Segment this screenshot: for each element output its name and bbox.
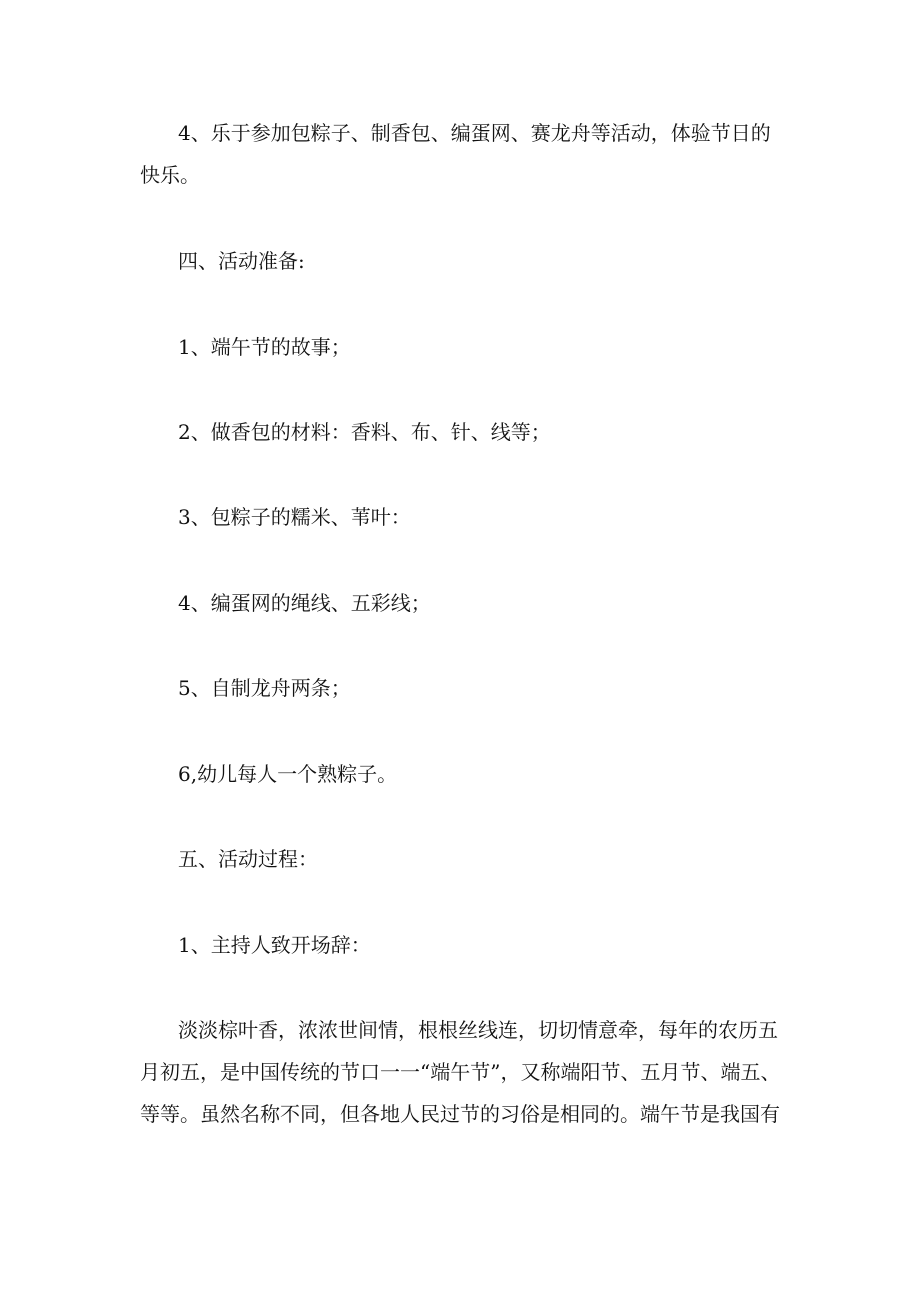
- text-line: 五、活动过程：: [178, 847, 318, 871]
- text-line: 快乐。: [140, 163, 200, 187]
- list-item-prep-3: [140, 496, 800, 538]
- list-item-prep-2: [140, 411, 800, 453]
- text-line: 等等。虽然名称不同，但各地人民过节的习俗是相同的。端午节是我国有: [140, 1102, 780, 1126]
- paragraph-goal-4: [140, 112, 800, 196]
- list-item-prep-5: [140, 667, 800, 709]
- body-paragraph-opening-speech: [140, 1009, 800, 1135]
- text-line: 1、端午节的故事；: [178, 335, 351, 359]
- text-line: 3、包粽子的糯米、苇叶：: [178, 505, 411, 529]
- text-line: 1、主持人致开场辞：: [178, 933, 371, 957]
- text-line: 6,幼儿每人一个熟粽子。: [178, 762, 398, 786]
- text-line: 4、编蛋网的绳线、五彩线；: [178, 591, 431, 615]
- list-item-prep-1: [140, 326, 800, 368]
- text-line: 淡淡棕叶香，浓浓世间情，根根丝线连，切切情意牵，每年的农历五: [178, 1018, 778, 1042]
- section-heading-preparation: [140, 240, 800, 282]
- section-heading-process: [140, 838, 800, 880]
- text-line: 月初五，是中国传统的节口一一“端午节”，又称端阳节、五月节、端五、: [140, 1060, 781, 1084]
- text-line: 2、做香包的材料：香料、布、针、线等；: [178, 420, 551, 444]
- list-item-prep-4: [140, 582, 800, 624]
- text-line: 四、活动准备:: [178, 249, 305, 273]
- list-item-process-1: [140, 924, 800, 966]
- text-line: 5、自制龙舟两条；: [178, 676, 351, 700]
- text-line: 4、乐于参加包粽子、制香包、编蛋网、赛龙舟等活动，体验节日的: [178, 121, 771, 145]
- list-item-prep-6: [140, 753, 800, 795]
